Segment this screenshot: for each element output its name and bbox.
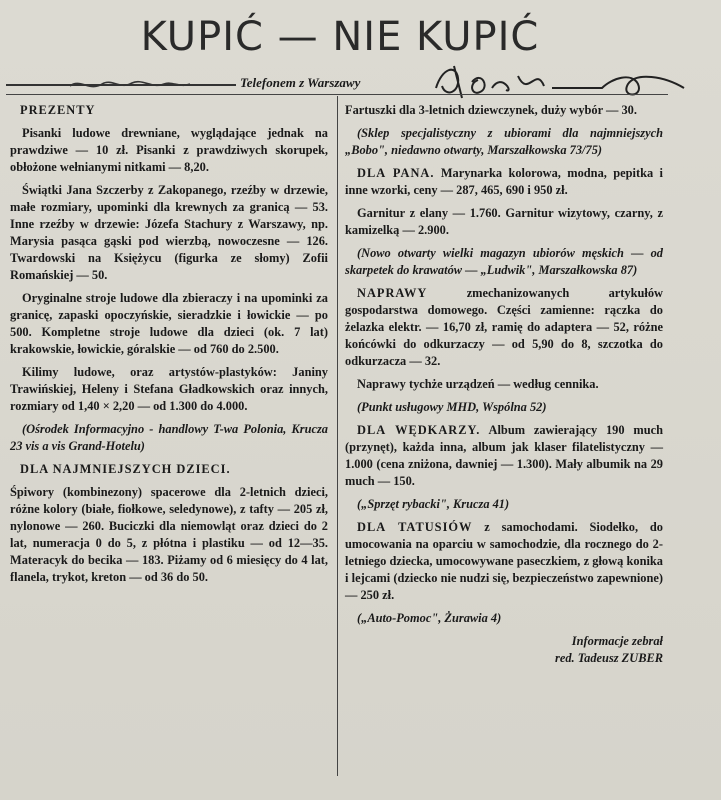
source-note: (Nowo otwarty wielki magazyn ubiorów męskich — od skarpetek do krawatów — „Ludwik", Marszałkowska 87) xyxy=(345,246,663,277)
paragraph: Marynarka kolorowa, modna, pepitka i inne wzorki, ceny — 287, 465, 690 i 950 zł. xyxy=(345,166,663,197)
author-credit xyxy=(345,633,663,667)
header-rule xyxy=(6,94,668,95)
paragraph: Pisanki ludowe drewniane, wyglądające jednak na prawdziwe — 10 zł. Pisanki z prawdziwych skorupek, obłożone wełnianymi nitkami — 8,20. xyxy=(10,126,328,174)
paragraph: Naprawy tychże urządzeń — według cennika. xyxy=(357,377,599,391)
paragraph: z samochodami. Siodełko, do umocowania na oparciu w samochodzie, dla rocznego do 2-letniego dziecka, umocowywane paseczkiem, z głową konika i lejcami (dziecko nie nudzi się, bezpieczeństwo zapewnione) — 250 zł. xyxy=(345,520,663,602)
paragraph: Świątki Jana Szczerby z Zakopanego, rzeźby w drzewie, małe rozmiary, upominki dla krewnych za granicą — 53. Inne rzeźby w drzewie: Józefa Stachury z Warszawy, np. Marysia pasąca gąski pod wierzbą, nowoczesne — 126. Twardowski na Księżycu (figurka ze słomy) Zofii Romańskiej — 50. xyxy=(10,183,328,282)
section-heading-dla-pana: DLA PANA. xyxy=(357,166,435,180)
scribble-ornament-icon xyxy=(60,74,210,96)
source-note: (Ośrodek Informacyjno - handlowy T-wa Polonia, Krucza 23 vis a vis Grand-Hotelu) xyxy=(10,422,328,453)
credit-name: red. Tadeusz ZUBER xyxy=(555,651,663,665)
credit-line: Informacje zebrał xyxy=(571,634,663,648)
section-heading-dla-tatusiow: DLA TATUSIÓW xyxy=(357,520,473,534)
paragraph: Oryginalne stroje ludowe dla zbieraczy i na upominki za granicę, zapaski opoczyńskie, sieradzkie i łowickie — po 500. Kompletne stroje ludowe dla dzieci (ok. 7 lat) krakowskie, łowickie, góralskie — od 760 do 2.500. xyxy=(10,291,328,356)
section-heading-dla-wedkarzy: DLA WĘDKARZY. xyxy=(357,423,481,437)
source-note: (Sklep specjalistyczny z ubiorami dla najmniejszych „Bobo", niedawno otwarty, Marszałkowska 73/75) xyxy=(345,126,663,157)
signature-icon xyxy=(432,58,692,106)
section-heading-naprawy: NAPRAWY xyxy=(357,286,428,300)
byline-text: Telefonem z Warszawy xyxy=(240,75,361,90)
paragraph: Śpiwory (kombinezony) spacerowe dla 2-letnich dzieci, różne kolory (białe, fiołkowe, seledynowe), z tafty — 205 zł, nylonowe — 260. Buciczki dla niemowląt oraz dzieci do 2 lat, numeracja 0 do 5, z płótna i plastiku — od 12—35. Materacyk do becika — 183. Piżamy od 6 miesięcy do 4 lat, flanela, trykot, kreton — od 36 do 50. xyxy=(10,485,328,584)
paragraph: Fartuszki dla 3-letnich dziewczynek, duży wybór — 30. xyxy=(345,103,637,117)
headline: KUPIĆ — NIE KUPIĆ xyxy=(140,14,540,60)
paragraph: Kilimy ludowe, oraz artystów-plastyków: Janiny Trawińskiej, Heleny i Stefana Gładkowskich oraz innych, rozmiary od 1,40 × 2,20 — od 1.300 do 4.000. xyxy=(10,365,328,413)
section-heading-prezenty: PREZENTY xyxy=(20,103,96,117)
source-note: („Auto-Pomoc", Żurawia 4) xyxy=(357,611,502,625)
paragraph: Garnitur z elany — 1.760. Garnitur wizytowy, czarny, z kamizelką — 2.900. xyxy=(345,206,663,237)
left-column xyxy=(10,102,328,592)
paragraph: Album zawierający 190 much (przynęt), każda inna, album jak klaser filatelistyczny — 1.000 (cena zniżona, dawniej — 1.300). Mały albumik na 29 much — 150. xyxy=(345,423,663,488)
column-divider xyxy=(337,96,338,776)
right-column xyxy=(345,102,663,667)
source-note: (Punkt usługowy MHD, Wspólna 52) xyxy=(357,400,547,414)
section-heading-najmniejsze-dzieci: DLA NAJMNIEJSZYCH DZIECI. xyxy=(20,462,231,476)
paragraph: zmechanizowanych artykułów gospodarstwa domowego. Części zamienne: rączka do żelazka elektr. — 16,70 zł, ramię do adaptera — 52, różne końcówki do odkurzaczy — od 5,90 do 8, szczotka do odkurzacza — 32. xyxy=(345,286,663,368)
source-note: („Sprzęt rybacki", Krucza 41) xyxy=(357,497,510,511)
byline-bar xyxy=(0,72,721,94)
